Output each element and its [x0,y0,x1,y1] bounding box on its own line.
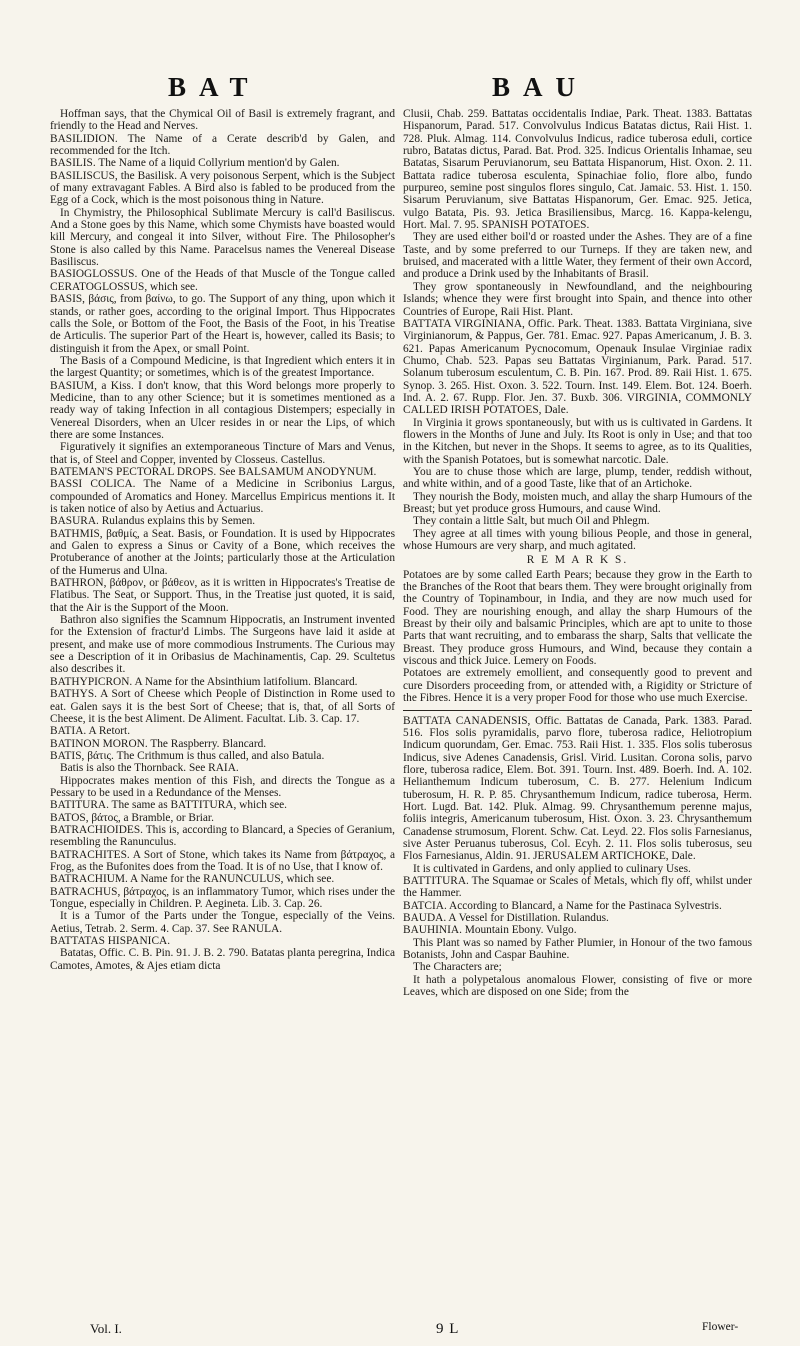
dictionary-entry: BATTATAS HISPANICA. [50,935,171,948]
signature-mark: 9 L [436,1321,460,1337]
dictionary-entry: BATRACHUS, βάτραχος, is an inflammatory Tumor, which rises under the Tongue, especially in Children. P. Aegineta. Lib. 3. Cap. 26. [50,885,395,910]
dictionary-entry: BATTATA CANADENSIS, Offic. Battatas de Canada, Park. 1383. Parad. 516. Flos solis pyramidalis, parvo flore, tuberosa radice, Heliotropium Indicum quorundam, Ger. Emac. 753. Raii Hist. 1. 335. Flos solis tuberosus Indicus, sive Adenes Canadensis, Grisl. Virid. Lusitan. Corona solis, parvo flore, tuberosa radice, Elem. Bot. 391. Tourn. Inst. 489. Boerh. Ind. A. 102. Helianthemum Indicum tuberosum, C. B. 277. Helenium Indicum tuberosum, H. R. P. 85. Chrysanthemum Indicum, radice tuberosa, Herm. Hort. Lugd. Bat. 142. Pluk. Almag. 99. Chrysanthemum perenne majus, foliis integris, Americanum tuberosum, Hist. Oxon. 3. 23. Chrysanthemum Canadense strumosum, Florent. Schw. Cat. Leyd. 22. Flos solis Farnesianus, sive Aster Peruanus tuberosus, Col. Ecyh. 2. 11. Flos solis tuberosus, seu Flos Farnesianus, Aldin. 91. JERUSALEM ARTICHOKE, Dale. [403,714,752,863]
dictionary-entry: BATHRON, βάθρον, or βάθεον, as it is written in Hippocrates's Treatise de Flatibus. The Seat, or Support. Thus, in the Treatise just quoted, it is said, that the Air is the Support of the Moon. [50,577,395,614]
entry-paragraph: Figuratively it signifies an extemporaneous Tincture of Mars and Venus, that is, of Steel and Copper, invented by Closseus. Castellus. [50,441,395,466]
dictionary-entry: BATIS, βάτις. The Crithmum is thus called, and also Batula. [50,749,325,762]
entry-paragraph: Batatas, Offic. C. B. Pin. 91. J. B. 2. 790. Batatas planta peregrina, Indica Camotes, Amotes, & Ajes etiam dicta [50,947,395,972]
catchword: Flower- [702,1321,739,1333]
dictionary-entry: BATOS, βάτος, a Bramble, or Briar. [50,811,214,824]
entry-paragraph: This Plant was so named by Father Plumier, in Honour of the two famous Botanists, John and Caspar Bauhine. [403,936,752,962]
entry-paragraph: It hath a polypetalous anomalous Flower, consisting of five or more Leaves, which are disposed on one Side; from the [403,973,752,999]
entry-paragraph: In Virginia it grows spontaneously, but with us is cultivated in Gardens. It flowers in the Months of June and July. Its Root is only in Use; and that too in the Kitchen, but never in the Shops. It seems to agree, as to its Qualities, with the Spanish Potatoes, but is somewhat narcotic. Dale. [403,416,752,466]
dictionary-entry: BASIUM, a Kiss. I don't know, that this Word belongs more properly to Medicine, than to any other Science; but it is sometimes mentioned as a ready way of taking Infection in all contagious Distempers; especially in Venereal Disorders, when an Ulcer resides in or near the Lips, of which there are some Instances. [50,379,395,441]
dictionary-entry: BATCIA. According to Blancard, a Name for the Pastinaca Sylvestris. [403,899,722,912]
dictionary-entry: Potatoes are by some called Earth Pears; because they grow in the Earth to the Branches of the Root that bears them. They were brought originally from the Country of Topinambour, in India, and they are now much used for Food. They are nourishing enough, and allay the sharp Humours of the Breast by their oily and balsamic Principles, which are apt to unite to those Parts that want recruiting, and to embarass the sharp, Salts that vellicate the Breast. They produce gross Humours, and Wind, because they contain a viscous and thick Juice. Lemery on Foods. [403,568,752,668]
entry-paragraph: It is a Tumor of the Parts under the Tongue, especially of the Veins. Aetius, Tetrab. 2. Serm. 4. Cap. 37. See RANULA. [50,910,395,935]
dictionary-entry: BATHMIS, βαθμίς, a Seat. Basis, or Foundation. It is used by Hippocrates and Galen to express a Sinus or Cavity of a Bone, which receives the Protuberance of another at the Joints; particularly those at the Articulation of the Humerus and Ulna. [50,527,395,577]
section-rule [403,710,752,711]
dictionary-entry: BASIS, βάσις, from βαίνω, to go. The Support of any thing, upon which it stands, or rather goes, according to the original Import. Thus Hippocrates calls the Sole, or Bottom of the Foot, the Basis of the Foot, in his Treatise de Articulis. The superior Part of the Heart is, however, called its Basis; to distinguish it from the Apex, or small Point. [50,293,395,355]
entry-paragraph: Bathron also signifies the Scamnum Hippocratis, an Instrument invented for the Extension of fractur'd Limbs. The Surgeons have laid it aside at present, and make use of more commodious Instruments. The Curious may see a Description of it in Oribasius de Machinamentis, Cap. 29. Scultetus also describes it. [50,614,395,676]
entry-paragraph: They contain a little Salt, but much Oil and Phlegm. [413,515,650,528]
dictionary-entry: BATIA. A Retort. [50,725,131,738]
running-head-left: BAT [168,72,261,102]
dictionary-entry: BASILIDION. The Name of a Cerate describ'd by Galen, and recommended for the Itch. [50,132,395,158]
entry-paragraph: The Basis of a Compound Medicine, is that Ingredient which enters it in the largest Quantity; or sometimes, which is of the greatest Importance. [50,354,395,380]
entry-paragraph: In Chymistry, the Philosophical Sublimate Mercury is call'd Basiliscus. And a Stone goes by this Name, which some Chymists have boasted would kill Mercury, and congeal it into Silver, without Fire. The Philosopher's Stone is also called by this Name. Paracelsus names the Venereal Disease Basiliscus. [50,206,395,269]
entry-paragraph: Batis is also the Thornback. See RAIA. [60,762,239,775]
entry-paragraph: Clusii, Chab. 259. Battatas occidentalis Indiae, Park. Theat. 1383. Battatas Hispanorum, Parad. 517. Convolvulus Indicus Batatas dictus, Raii Hist. 1. 728. Pluk. Almag. 114. Convolvulus Indicus, radice tuberosa eduli, cortice rubro, Batatas dictus, Parad. Bat. Prod. 325. Indicus Orientalis Inhamae, seu Batatas, Sisarum Peruvianorum, seu Battata Hispanorum, Hist. Oxon. 2. 11. Battata radice tuberosa esculenta, Spinachiae folio, flore albo, fundo purpureo, semine post singulos flores singulo, Cat. Jamaic. 53. Hist. 1. 150. Sisarum Peruvianum, sive Battatas Hispanorum, Ger. Emac. 925. Jetica, vulgo Batata, Pis. 93. Jetica Brasiliensibus, Marcg. 16. Kappa-kelengu, Hort. Mal. 7. 95. SPANISH POTATOES. [403,108,752,232]
dictionary-entry: BASSI COLICA. The Name of a Medicine in Scribonius Largus, compounded of Aromatics and Honey. Marcellus Empiricus mentions it. It is taken notice of also by Aetius and Actuarius. [50,478,395,515]
volume-mark: Vol. I. [90,1321,122,1336]
entry-paragraph: It is cultivated in Gardens, and only applied to culinary Uses. [413,862,691,875]
dictionary-entry: BASURA. Rulandus explains this by Semen. [50,515,256,528]
entry-paragraph: They grow spontaneously in Newfoundland, and the neighbouring Islands; whence they were first brought into Spain, and thence into other Countries of Europe, Raii Hist. Plant. [403,280,752,318]
dictionary-entry: BASIOGLOSSUS. One of the Heads of that Muscle of the Tongue called CERATOGLOSSUS, which see. [50,268,395,293]
left-column [50,108,395,1316]
running-head-right: BAU [492,72,589,102]
dictionary-entry: BASILISCUS, the Basilisk. A very poisonous Serpent, which is the Subject of many extravagant Fables. A Bird also is fabled to be produced from the Egg of a Cock, which is the most poisonous thing in Nature. [50,169,395,207]
dictionary-entry: BATINON MORON. The Raspberry. Blancard. [50,737,267,750]
dictionary-entry: BATHYPICRON. A Name for the Absinthium latifolium. Blancard. [50,675,358,688]
dictionary-entry: BATRACHIOIDES. This is, according to Blancard, a Species of Geranium, resembling the Ranunculus. [50,823,395,849]
entry-paragraph: They nourish the Body, moisten much, and allay the sharp Humours of the Breast; but yet produce gross Humours, and cause Wind. [403,490,752,515]
entry-paragraph: They agree at all times with young bilious People, and those in general, whose Humours are very sharp, and much agitated. [403,527,752,553]
dictionary-entry: BATRACHIUM. A Name for the RANUNCULUS, which see. [50,873,335,886]
entry-paragraph: They are used either boil'd or roasted under the Ashes. They are of a fine Taste, and by some preferred to our Turneps. If they are taken new, and bruised, and macerated with a little Water, they ferment of their own Accord, and produce a Drink used by the Inhabitants of Brasil. [403,231,752,281]
entry-paragraph: The Characters are; [413,961,502,974]
entry-paragraph: Hippocrates makes mention of this Fish, and directs the Tongue as a Pessary to be used in a Redundance of the Menses. [50,774,395,799]
dictionary-entry: Potatoes are extremely emollient, and consequently good to prevent and cure Disorders proceeding from, or attended with, a Rigidity or Stricture of the Fibres. Hence it is a very proper Food for those who use much Exercise. [403,667,752,705]
dictionary-entry: BASILIS. The Name of a liquid Collyrium mention'd by Galen. [50,157,340,170]
entry-paragraph: Hoffman says, that the Chymical Oil of Basil is extremely fragrant, and friendly to the Head and Nerves. [50,108,395,133]
dictionary-entry: BATEMAN'S PECTORAL DROPS. See BALSAMUM ANODYNUM. [50,465,377,478]
right-column [403,108,752,1316]
dictionary-entry: BATITURA. The same as BATTITURA, which see. [50,799,288,812]
dictionary-entry: BAUHINIA. Mountain Ebony. Vulgo. [403,924,577,937]
dictionary-entry: BATRACHITES. A Sort of Stone, which takes its Name from βάτραχος, a Frog, as the Bufonites does from the Toad. It is of no Use, that I know of. [50,848,395,873]
dictionary-entry: BATTITURA. The Squamae or Scales of Metals, which fly off, whilst under the Hammer. [403,874,752,900]
section-heading: R E M A R K S. [526,554,629,567]
dictionary-entry: BAUDA. A Vessel for Distillation. Rulandus. [403,912,609,924]
dictionary-entry: BATHYS. A Sort of Cheese which People of Distinction in Rome used to eat. Galen says it is the best Sort of Cheese; that is, that, of all Sorts of Cheese, it is the best Aliment. De Aliment. Facultat. Lib. 3. Cap. 17. [50,688,395,725]
entry-paragraph: You are to chuse those which are large, plump, tender, reddish without, and white within, and of a good Taste, like that of an Artichoke. [403,465,752,491]
dictionary-entry: BATTATA VIRGINIANA, Offic. Park. Theat. 1383. Battata Virginiana, sive Virginianorum, & Pappus, Ger. 781. Emac. 927. Papas Americanum, J. B. 3. 621. Papas Americanum Pycnocomum, Openauk Insulae Virginiae radix Chumo, Chab. 523. Papas seu Battatas Virginianum, Park. Parad. 517. Solanum tuberosum esculentum, C. B. Pin. 167. Prod. 89. Raii Hist. 1. 675. Synop. 3. 265. Hist. Oxon. 3. 522. Tourn. Inst. 149. Elem. Bot. 124. Boerh. Ind. A. 2. 67. Rupp. Flor. Jen. 37. Buxb. 306. VIRGINIA, COMMONLY CALLED IRISH POTATOES, Dale. [403,317,752,417]
